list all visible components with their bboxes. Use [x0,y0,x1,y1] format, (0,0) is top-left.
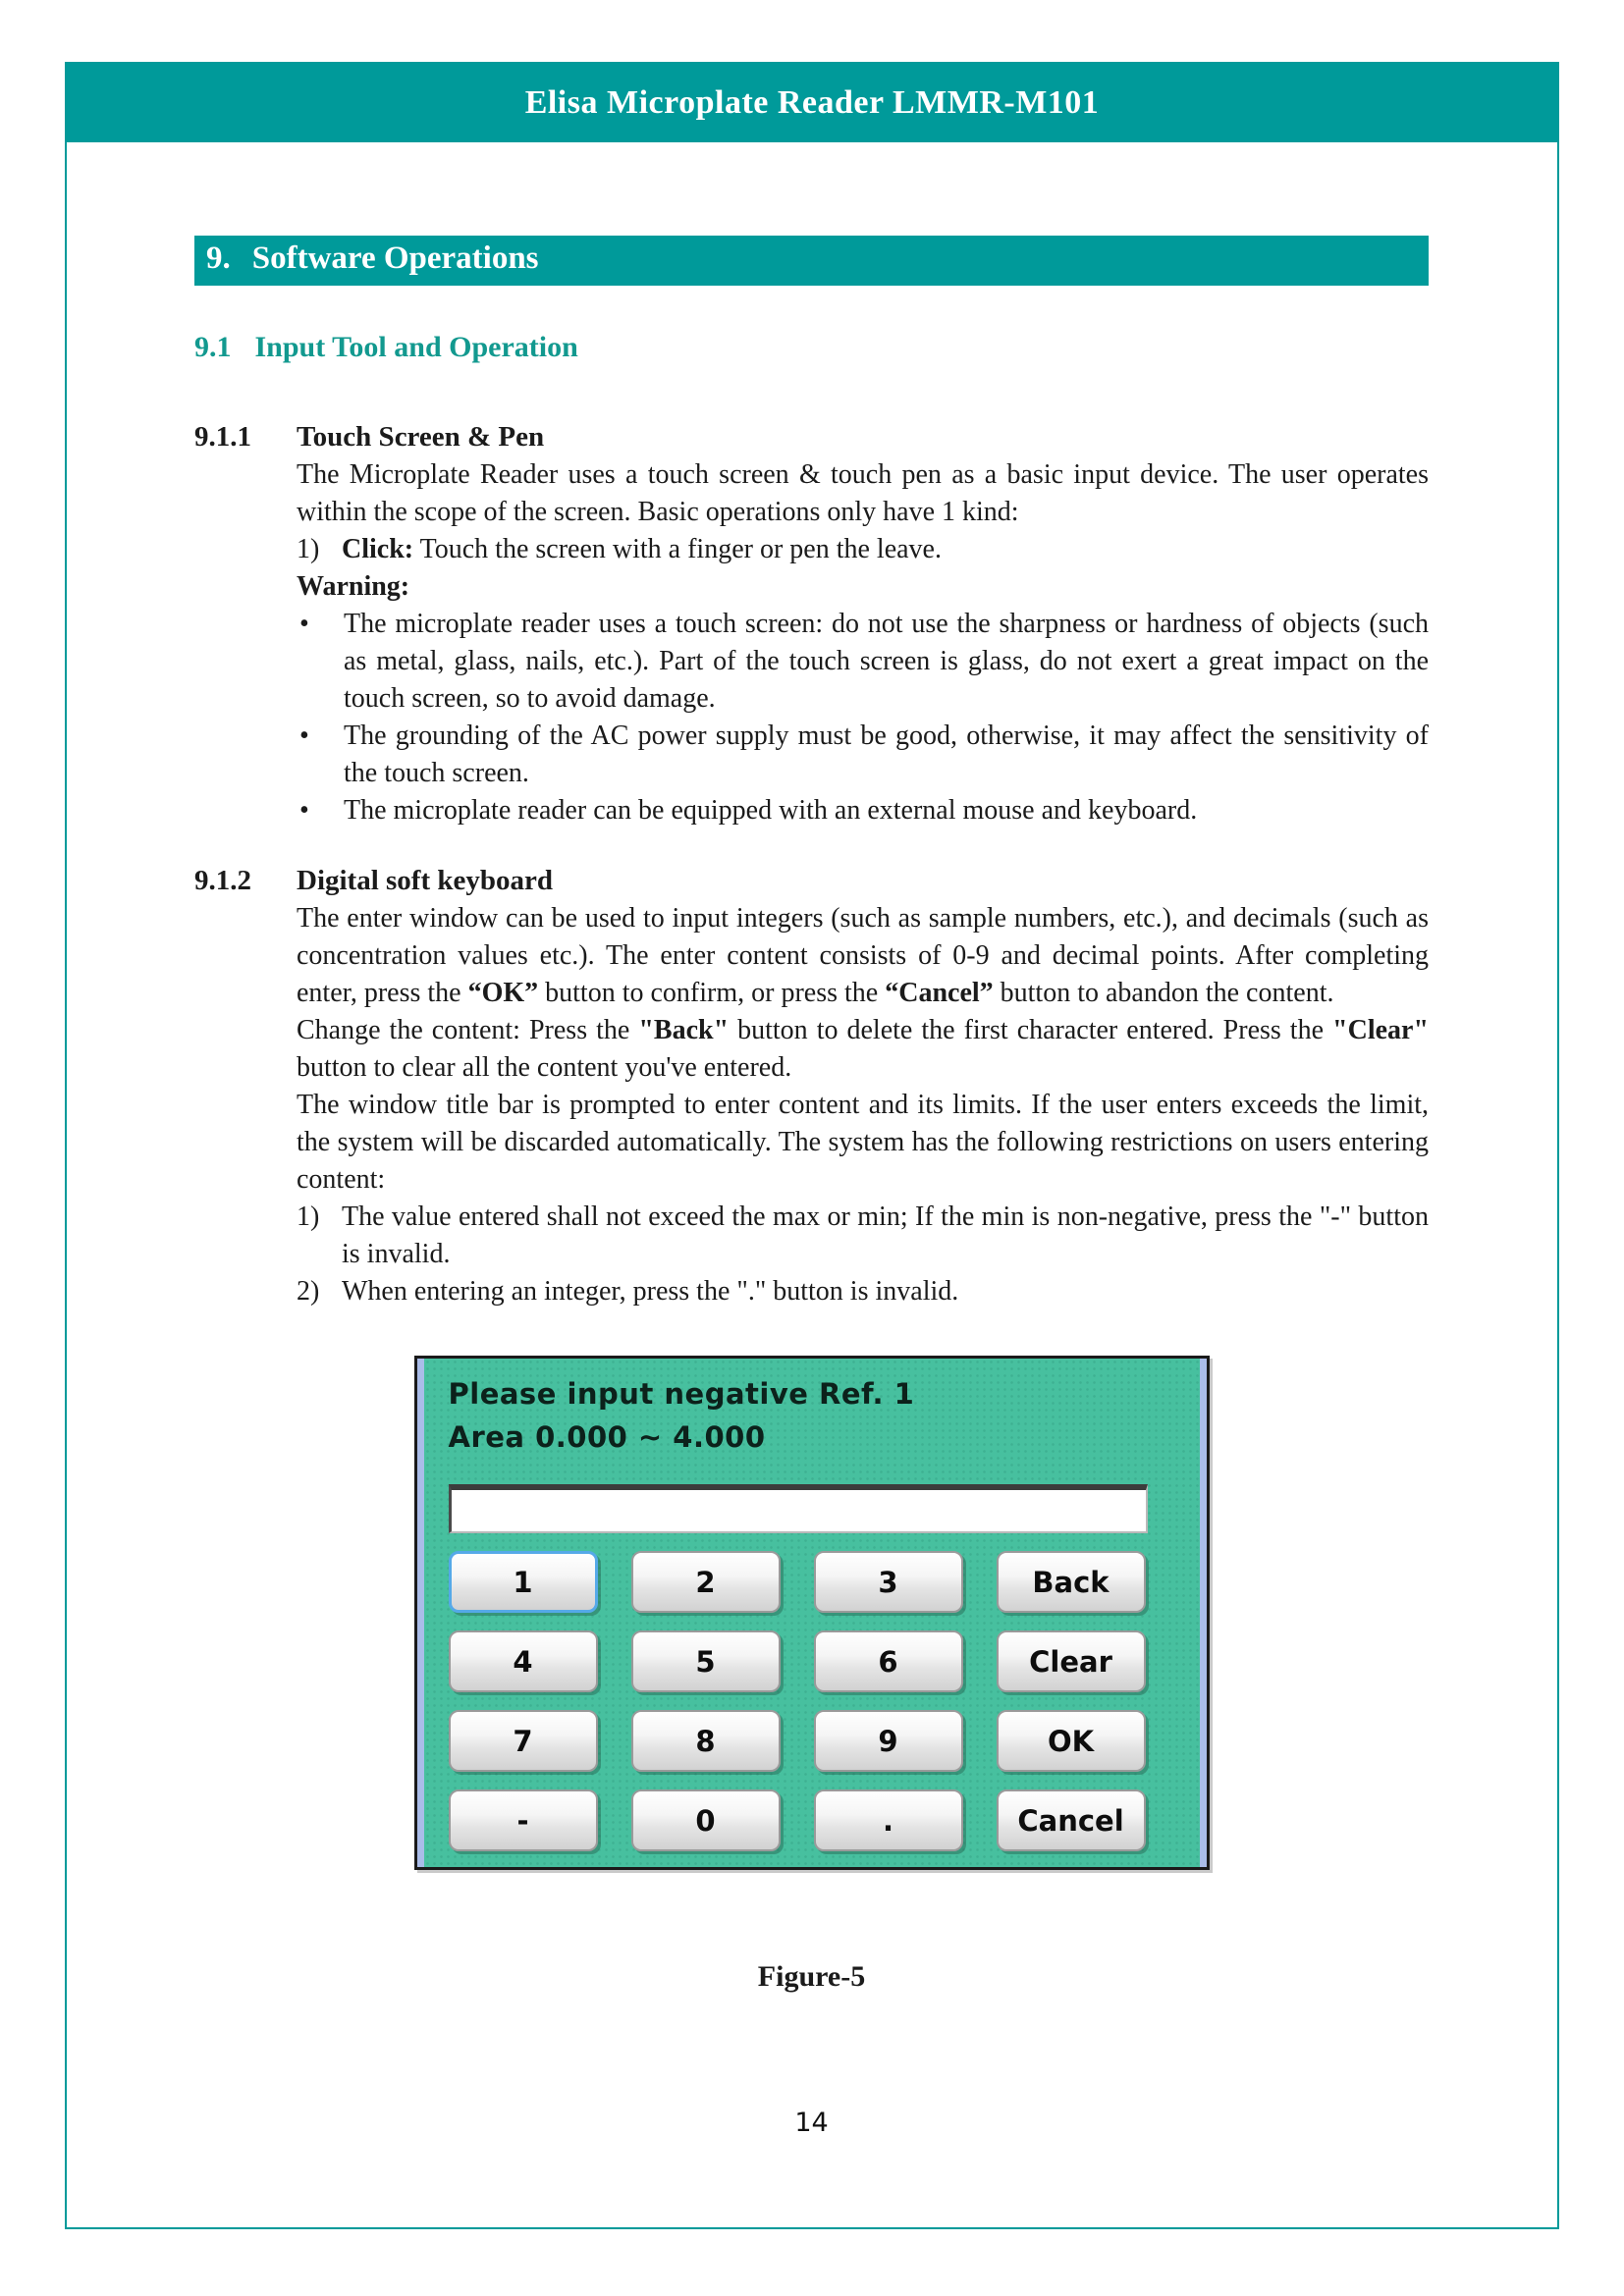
key-6-button[interactable]: 6 [814,1630,963,1692]
section-9-1-1-number: 9.1.1 [194,421,251,453]
list-marker: 1) [297,534,320,564]
warning-bullet-list [297,606,1429,829]
section-9-1-number: 9.1 [194,331,232,363]
paragraph-keyboard-intro: The enter window can be used to input integers (such as sample numbers, etc.), and decimals (such as concentration values etc.). The enter content consists of 0-9 and decimal points. After completing enter, press the “OK” button to confirm, or press the “Cancel” button to abandon the content. [297,903,1429,1008]
keypad [449,1551,1146,1851]
paragraph-title-bar-limits: The window title bar is prompted to enter content and its limits. If the user enters exceeds the limit, the system will be discarded automatically. The system has the following restrictions on users entering content: [297,1090,1429,1195]
list-item-text: Click: Touch the screen with a finger or pen the leave. [342,534,942,564]
paragraph-touchscreen-intro: The Microplate Reader uses a touch screen & touch pen as a basic input device. The user operates within the scope of the screen. Basic operations only have 1 kind: [297,459,1429,527]
section-9-1-1-title: Touch Screen & Pen [297,421,545,453]
clear-button-ref: "Clear" [1332,1015,1429,1045]
key-dot-button[interactable]: . [814,1789,963,1851]
key-5-button[interactable]: 5 [631,1630,781,1692]
page-sheet [65,62,1559,2229]
dialog-input[interactable] [449,1484,1148,1533]
dialog-title-line1: Please input negative Ref. 1 [448,1377,915,1411]
key-8-button[interactable]: 8 [631,1710,781,1772]
section-9-1-heading [194,331,1429,364]
ok-button[interactable]: OK [997,1710,1146,1772]
section-9-1-2-body [297,900,1429,1310]
figure-caption: Figure-5 [757,1960,866,1993]
key-minus-button[interactable]: - [449,1789,598,1851]
section-9-1-1 [194,417,1429,829]
back-button-ref: "Back" [638,1015,730,1045]
restriction-item-1: 1) The value entered shall not exceed the max or min; If the min is non-negative, press the "-" button is invalid. [297,1199,1429,1273]
section-9-1-1-body [297,456,1429,829]
clear-button[interactable]: Clear [997,1630,1146,1692]
page-number: 14 [794,2108,829,2138]
key-0-button[interactable]: 0 [631,1789,781,1851]
key-2-button[interactable]: 2 [631,1551,781,1613]
list-item-click [297,531,1429,568]
key-7-button[interactable]: 7 [449,1710,598,1772]
section-9-1-2-heading [194,861,1429,900]
key-9-button[interactable]: 9 [814,1710,963,1772]
list-marker: 1) [297,1201,320,1232]
document-title: Elisa Microplate Reader LMMR-M101 [524,84,1100,121]
cancel-button-ref: “Cancel” [885,978,994,1008]
key-1-button[interactable]: 1 [449,1551,598,1613]
section-9-1-2-number: 9.1.2 [194,865,251,896]
section-9-title: Software Operations [251,240,539,276]
bullet-icon: • [299,721,309,751]
section-9-1-title: Input Tool and Operation [254,331,578,363]
page-header-bar [67,64,1557,142]
paragraph-change-content: Change the content: Press the "Back" button to delete the first character entered. Press the "Clear" button to clear all the content you've entered. [297,1015,1429,1083]
page-content [67,236,1557,2138]
list-marker: 2) [297,1276,320,1307]
bullet-icon: • [299,609,309,639]
section-9-number: 9. [206,240,231,276]
cancel-button[interactable]: Cancel [997,1789,1146,1851]
bullet-icon: • [299,795,309,826]
back-button[interactable]: Back [997,1551,1146,1613]
dialog-title [449,1372,1146,1459]
section-9-1-2-title: Digital soft keyboard [297,865,553,896]
dialog-title-line2: Area 0.000 ~ 4.000 [448,1420,766,1454]
soft-keyboard-dialog [414,1356,1210,1870]
section-9-1-1-heading [194,417,1429,456]
figure-5-area [194,1356,1429,1994]
key-4-button[interactable]: 4 [449,1630,598,1692]
section-9-1-2 [194,861,1429,1310]
list-item: • The grounding of the AC power supply must be good, otherwise, it may affect the sensitivity of the touch screen. [297,718,1429,792]
ok-button-ref: “OK” [467,978,539,1008]
list-item: • The microplate reader uses a touch screen: do not use the sharpness or hardness of objects (such as metal, glass, nails, etc.). Part of the touch screen is glass, do not exert a great impact on the touch screen, so to avoid damage. [297,606,1429,718]
list-item: • The microplate reader can be equipped with an external mouse and keyboard. [297,792,1429,829]
restriction-item-2: 2) When entering an integer, press the "." button is invalid. [297,1273,1429,1310]
section-9-heading [194,236,1429,286]
key-3-button[interactable]: 3 [814,1551,963,1613]
warning-label: Warning: [297,571,410,602]
